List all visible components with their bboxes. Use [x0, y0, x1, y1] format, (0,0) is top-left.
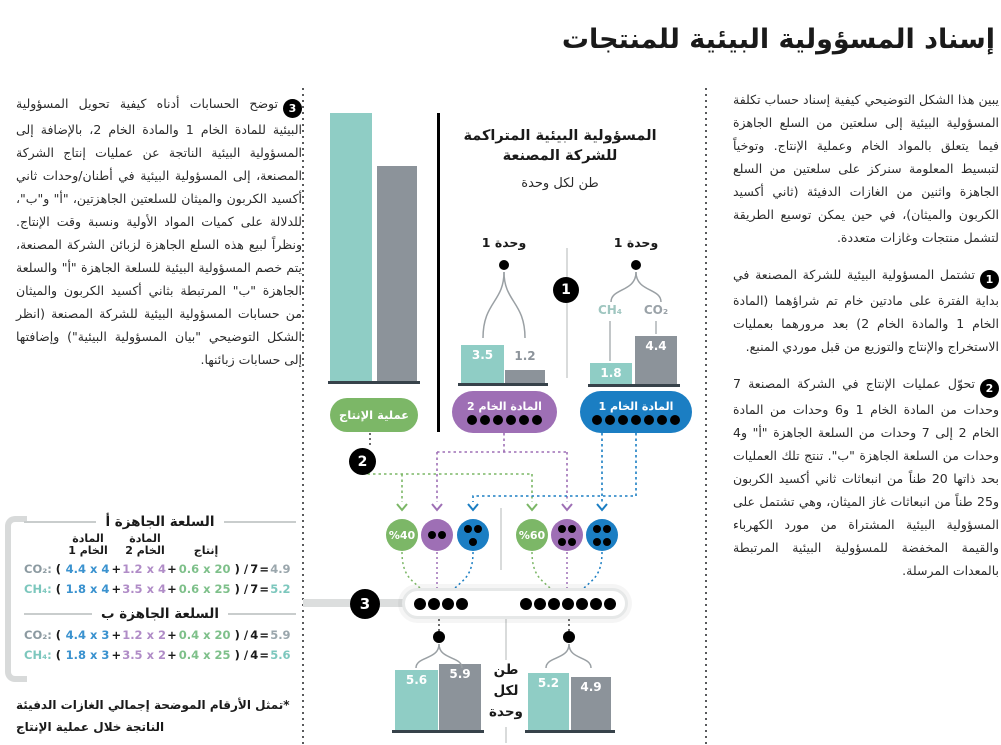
unit-dot	[593, 525, 601, 533]
unit-dot	[438, 531, 446, 539]
step2-badge: 2	[980, 379, 999, 398]
unit-dot	[534, 598, 546, 610]
formula-b-co2: CO₂: ( 4.4 x 3 + 1.2 x 2 + 0.4 x 20 ) / 4 = 5.9	[24, 625, 296, 645]
good-a-co2-bar: 4.9	[571, 677, 611, 730]
axis-baseline	[392, 730, 484, 733]
formula-b-ch4: CH₄: ( 1.8 x 3 + 3.5 x 2 + 0.4 x 25 ) / 4 = 5.6	[24, 645, 296, 665]
unit-dot	[469, 538, 477, 546]
step2-paragraph	[733, 372, 999, 582]
unit-dot	[532, 415, 542, 425]
rm1-ch4-bar: 1.8	[590, 363, 632, 384]
unit-dot	[456, 598, 468, 610]
good-b-share-circle: %40	[386, 519, 418, 551]
unit-dot	[603, 538, 611, 546]
left-text-column	[16, 92, 302, 385]
unit-dot	[568, 525, 576, 533]
unit-dot	[558, 538, 566, 546]
step3-text: توضح الحسابات أدناه كيفية تحويل المسؤولية البيئية للمادة الخام 1 والمادة الخام 2، بالإضافة إلى المسؤولية البيئية الناتجة عن عمليات إنتاج الشركة المصنعة، إلى المسؤولية البيئية في أطنان/وحدات ثاني أكسيد الكربون والميثان للسلعتين الجاهزتين، "أ" و"ب"، للدلالة على كميات المواد الأولية ونسبة وقت الإنتاج. ونظراً لبيع هذه السلع الجاهزة لزبائن الشركة المصنعة، يتم خصم المسؤولية البيئية للسلعة الجاهزة "أ" والسلعة الجاهزة "ب" المرتبطة بثاني أكسيد الكربون والميثان من حسابات المسؤولية البيئية للشركة المصنعة (انظر الشكل التوضيحي "بيان المسؤولية البيئية") وإضافتها إلى حسابات زبائنها.	[16, 96, 302, 367]
step1-badge: 1	[980, 270, 999, 289]
co2-gas-label: CO₂	[643, 303, 669, 317]
rm2-co2-bar	[505, 370, 545, 383]
diagram-heading: المسؤولية البيئية المتراكمة للشركة المصنعة طن لكل وحدة	[450, 126, 670, 191]
good-b-dot	[433, 631, 445, 643]
rm2-ch4-bar: 3.5	[461, 345, 504, 383]
good-a-ch4-bar: 5.2	[528, 673, 569, 730]
header-raw-material-1: المادة الخام 1	[68, 532, 108, 557]
unit-dot	[548, 598, 560, 610]
unit-dot	[576, 598, 588, 610]
unit-dot	[568, 538, 576, 546]
unit-dot	[506, 415, 516, 425]
unit-dot	[428, 598, 440, 610]
table-a-headers	[24, 533, 296, 557]
good-b-co2-bar: 5.9	[439, 664, 481, 730]
axis-baseline	[458, 383, 548, 386]
good-a-table-title: السلعة الجاهزة أ	[24, 514, 296, 530]
rm1-unit-dot	[631, 260, 641, 270]
unit-dot	[605, 415, 615, 425]
result-b-ch4: 5.6	[270, 648, 291, 662]
production-process-pill: عملية الإنتاج	[330, 398, 418, 432]
cumulative-co2-bar	[377, 166, 417, 381]
good-a-share-circle: %60	[516, 519, 548, 551]
diagram	[300, 88, 730, 745]
title-rule	[224, 521, 297, 523]
rm2-unit-dots	[467, 415, 542, 425]
gas-label-co2: CO₂:	[24, 628, 52, 642]
faint-divider-bottom-2	[505, 727, 507, 743]
finished-goods-pill	[402, 588, 628, 619]
title-rule	[228, 613, 296, 615]
unit-dot	[474, 525, 482, 533]
result-b-co2: 5.9	[270, 628, 291, 642]
header-raw-material-2: المادة الخام 2	[125, 532, 165, 557]
unit-dot	[442, 598, 454, 610]
step3-badge: 3	[283, 99, 302, 118]
good-b-ch4-bar: 5.6	[395, 670, 438, 730]
step2-text: تحوّل عمليات الإنتاج في الشركة المصنعة 7 وحدات من المادة الخام 1 و6 وحدات من المادة الخام 2 إلى 7 وحدات من السلعة الجاهزة "أ" و4 وحدات من السلعة الجاهزة "ب". تنتج تلك العمليات بحد ذاتها 20 طناً من انبعاثات ثاني أكسيد الكربون و25 طناً من انبعاثات غاز الميثان، وهي تشتمل على المسؤولية البيئية المشتراة من مورد الكهرباء والقيمة المخفضة للمسؤولية البيئية المرتبطة بالمعدات المرسلة.	[733, 376, 999, 578]
unit-dot	[604, 598, 616, 610]
good-b-rm1-circle	[457, 519, 489, 551]
step3-paragraph	[16, 92, 302, 371]
title-rule	[24, 613, 92, 615]
good-a-dot	[563, 631, 575, 643]
unit-dot	[618, 415, 628, 425]
intro-paragraph: يبين هذا الشكل التوضيحي كيفية إسناد حساب تكلفة المسؤولية البيئية إلى سلعتين من السلع الجاهزة فيما يتعلق بالمواد الخام وعملية الإنتاج. وتوخياً لتبسيط المعلومة سنركز على سلعتين من السلع الجاهزة واثنين من الغازات الدفيئة (ثاني أكسيد الكربون والميثان)، في حين يمكن توسيع الطريقة لتشمل منتجات وغازات متعددة.	[733, 92, 999, 245]
gas-label-ch4: CH₄:	[24, 582, 52, 596]
axis-baseline	[588, 384, 680, 387]
unit-dot	[670, 415, 680, 425]
result-a-ch4: 5.2	[270, 582, 291, 596]
cumulative-ch4-bar	[330, 113, 372, 381]
step1-paragraph	[733, 263, 999, 358]
right-text-column	[733, 88, 999, 596]
faint-divider-top	[566, 248, 568, 378]
unit-dot	[493, 415, 503, 425]
step1-diagram-badge: 1	[553, 277, 579, 303]
unit-dot	[414, 598, 426, 610]
result-a-co2: 4.9	[270, 562, 291, 576]
good-a-rm2-circle	[551, 519, 583, 551]
rm1-unit-dots	[592, 415, 680, 425]
unit-dot	[644, 415, 654, 425]
ton-per-unit-label: طن لكل وحدة	[489, 662, 523, 720]
ch4-gas-label: CH₄	[597, 303, 623, 317]
black-divider	[437, 113, 440, 432]
unit-dot	[631, 415, 641, 425]
unit-dot	[603, 525, 611, 533]
formula-a-ch4: CH₄: ( 1.8 x 4 + 3.5 x 4 + 0.6 x 25 ) / 7 = 5.2	[24, 579, 296, 599]
good-a-rm1-circle	[586, 519, 618, 551]
good-a-output-dots	[520, 598, 616, 610]
good-b-output-dots	[414, 598, 468, 610]
raw-material-2-pill: المادة الخام 2	[452, 391, 557, 433]
unit-dot	[657, 415, 667, 425]
unit-dot	[590, 598, 602, 610]
unit-dot	[558, 525, 566, 533]
axis-baseline	[525, 730, 615, 733]
unit-dot	[428, 531, 436, 539]
step2-diagram-badge: 2	[349, 448, 376, 475]
rm2-co2-value: 1.2	[514, 349, 536, 363]
step1-text: تشتمل المسؤولية البيئية للشركة المصنعة في بداية الفترة على مادتين خام تم شراؤهما (المادة الخام 1 والمادة الخام 2) بعد مرورهما بعمليات الاستخراج والإنتاج والتوزيع من قبل موردي المنبع.	[733, 267, 999, 354]
step3-diagram-badge: 3	[350, 589, 380, 619]
formula-a-co2: CO₂: ( 4.4 x 4 + 1.2 x 4 + 0.6 x 20 ) / 7 = 4.9	[24, 559, 296, 579]
good-b-rm2-circle	[421, 519, 453, 551]
diagram-subtitle: طن لكل وحدة	[521, 176, 599, 191]
axis-baseline	[328, 381, 420, 384]
raw-material-1-pill: المادة الخام 1	[580, 391, 692, 433]
page-title: إسناد المسؤولية البيئية للمنتجات	[561, 24, 995, 56]
title-rule	[24, 521, 97, 523]
unit-dot	[480, 415, 490, 425]
unit-dot	[562, 598, 574, 610]
good-b-table-title: السلعة الجاهزة ب	[24, 606, 296, 622]
unit-dot	[464, 525, 472, 533]
calculation-tables	[24, 512, 296, 665]
rm2-unit-label: وحدة 1	[481, 235, 527, 250]
unit-dot	[593, 538, 601, 546]
footnote: *تمثل الأرقام الموضحة إجمالي الغازات الدفيئة الناتجة خلال عملية الإنتاج	[16, 698, 290, 734]
gas-label-ch4: CH₄:	[24, 648, 52, 662]
unit-dot	[520, 598, 532, 610]
unit-dot	[467, 415, 477, 425]
header-production: إنتاج	[193, 544, 219, 557]
faint-divider-middle	[500, 508, 502, 570]
unit-dot	[592, 415, 602, 425]
rm1-unit-label: وحدة 1	[613, 235, 659, 250]
gas-label-co2: CO₂:	[24, 562, 52, 576]
rm2-unit-dot	[499, 260, 509, 270]
rm1-co2-bar: 4.4	[635, 336, 677, 384]
unit-dot	[519, 415, 529, 425]
faint-divider-bottom-1	[505, 618, 507, 660]
